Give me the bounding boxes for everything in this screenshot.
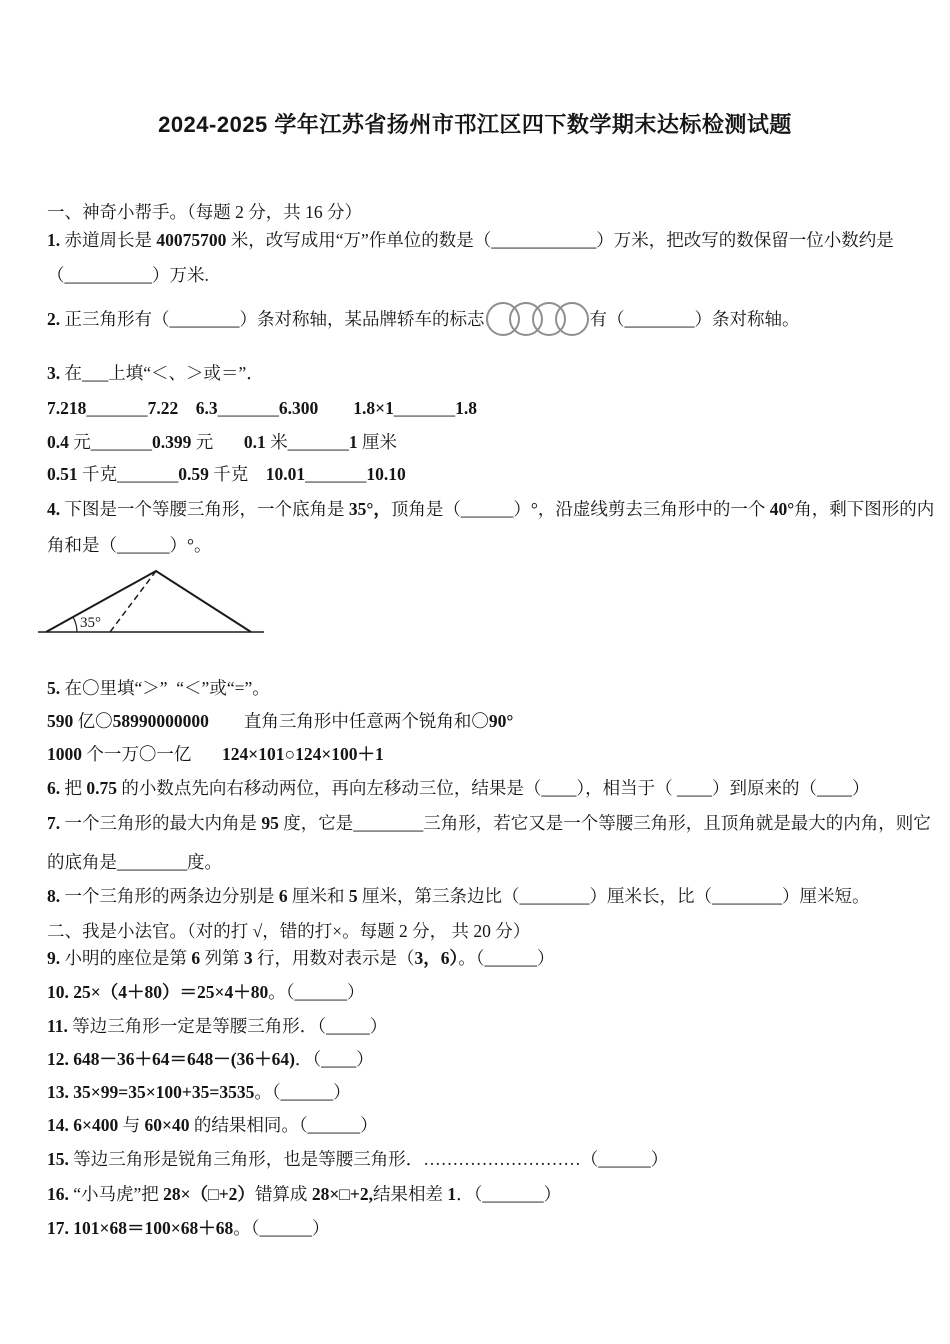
question-6: 6. 把 0.75 的小数点先向右移动两位，再向左移动三位，结果是（____），相当于（ ____）到原来的（____） — [47, 778, 870, 798]
question-14: 14. 6×400 与 60×40 的结果相同。（______） — [47, 1115, 378, 1135]
question-4-line-1: 4. 下图是一个等腰三角形，一个底角是 35°，顶角是（______）°，沿虚线剪去三角形中的一个 40°角，剩下图形的内 — [47, 499, 935, 519]
question-10: 10. 25×（4＋80）＝25×4＋80。（______） — [47, 982, 365, 1002]
question-2 — [47, 298, 800, 340]
question-8: 8. 一个三角形的两条边分别是 6 厘米和 5 厘米，第三条边比（________）厘米长，比（________）厘米短。 — [47, 886, 870, 906]
question-7-line-2: 的底角是________度。 — [47, 852, 222, 872]
section-2-heading: 二、我是小法官。（对的打 √，错的打×。每题 2 分， 共 20 分） — [47, 921, 531, 941]
page-title: 2024-2025 学年江苏省扬州市邗江区四下数学期末达标检测试题 — [158, 112, 792, 137]
question-13: 13. 35×99=35×100+35=3535。（______） — [47, 1082, 351, 1102]
section-1-heading: 一、神奇小帮手。（每题 2 分，共 16 分） — [47, 202, 362, 222]
triangle-figure — [36, 560, 268, 640]
question-5-heading: 5. 在〇里填“＞” “＜”或“=”。 — [47, 678, 270, 698]
question-12: 12. 648－36＋64＝648－(36＋64)．（____） — [47, 1049, 374, 1069]
question-17: 17. 101×68＝100×68＋68。（______） — [47, 1218, 330, 1238]
question-1-line-2: （__________）万米. — [47, 265, 209, 285]
question-7-line-1: 7. 一个三角形的最大内角是 95 度，它是________三角形，若它又是一个等腰三角形，且顶角就是最大的内角，则它 — [47, 813, 931, 833]
question-4-line-2: 角和是（______）°。 — [47, 535, 212, 555]
question-3-row-1: 7.218_______7.22 6.3_______6.300 1.8×1_______1.8 — [47, 398, 477, 418]
question-3-heading: 3. 在___上填“＜、＞或＝”． — [47, 363, 264, 383]
question-9: 9. 小明的座位是第 6 列第 3 行，用数对表示是（3，6）。（______） — [47, 948, 555, 968]
question-1-line-1: 1. 赤道周长是 40075700 米，改写成用“万”作单位的数是（____________）万米，把改写的数保留一位小数约是 — [47, 230, 894, 250]
question-5-row-1: 590 亿〇58990000000 直角三角形中任意两个锐角和〇90° — [47, 711, 514, 731]
question-11: 11. 等边三角形一定是等腰三角形．（_____） — [47, 1016, 388, 1036]
question-2-text-before: 2. 正三角形有（________）条对称轴，某品牌轿车的标志 — [47, 309, 485, 329]
angle-label: 35° — [80, 615, 101, 631]
car-logo-circles-icon — [486, 302, 589, 336]
question-3-row-3: 0.51 千克_______0.59 千克 10.01_______10.10 — [47, 464, 406, 484]
question-2-text-after: 有（________）条对称轴。 — [589, 309, 800, 329]
question-15: 15. 等边三角形是锐角三角形，也是等腰三角形．………………………（______） — [47, 1149, 669, 1169]
question-16: 16. “小马虎”把 28×（□+2）错算成 28×□+2,结果相差 1．（_______） — [47, 1184, 562, 1204]
question-3-row-2: 0.4 元_______0.399 元 0.1 米_______1 厘米 — [47, 432, 397, 452]
question-5-row-2: 1000 个一万〇一亿 124×101○124×100＋1 — [47, 744, 384, 764]
